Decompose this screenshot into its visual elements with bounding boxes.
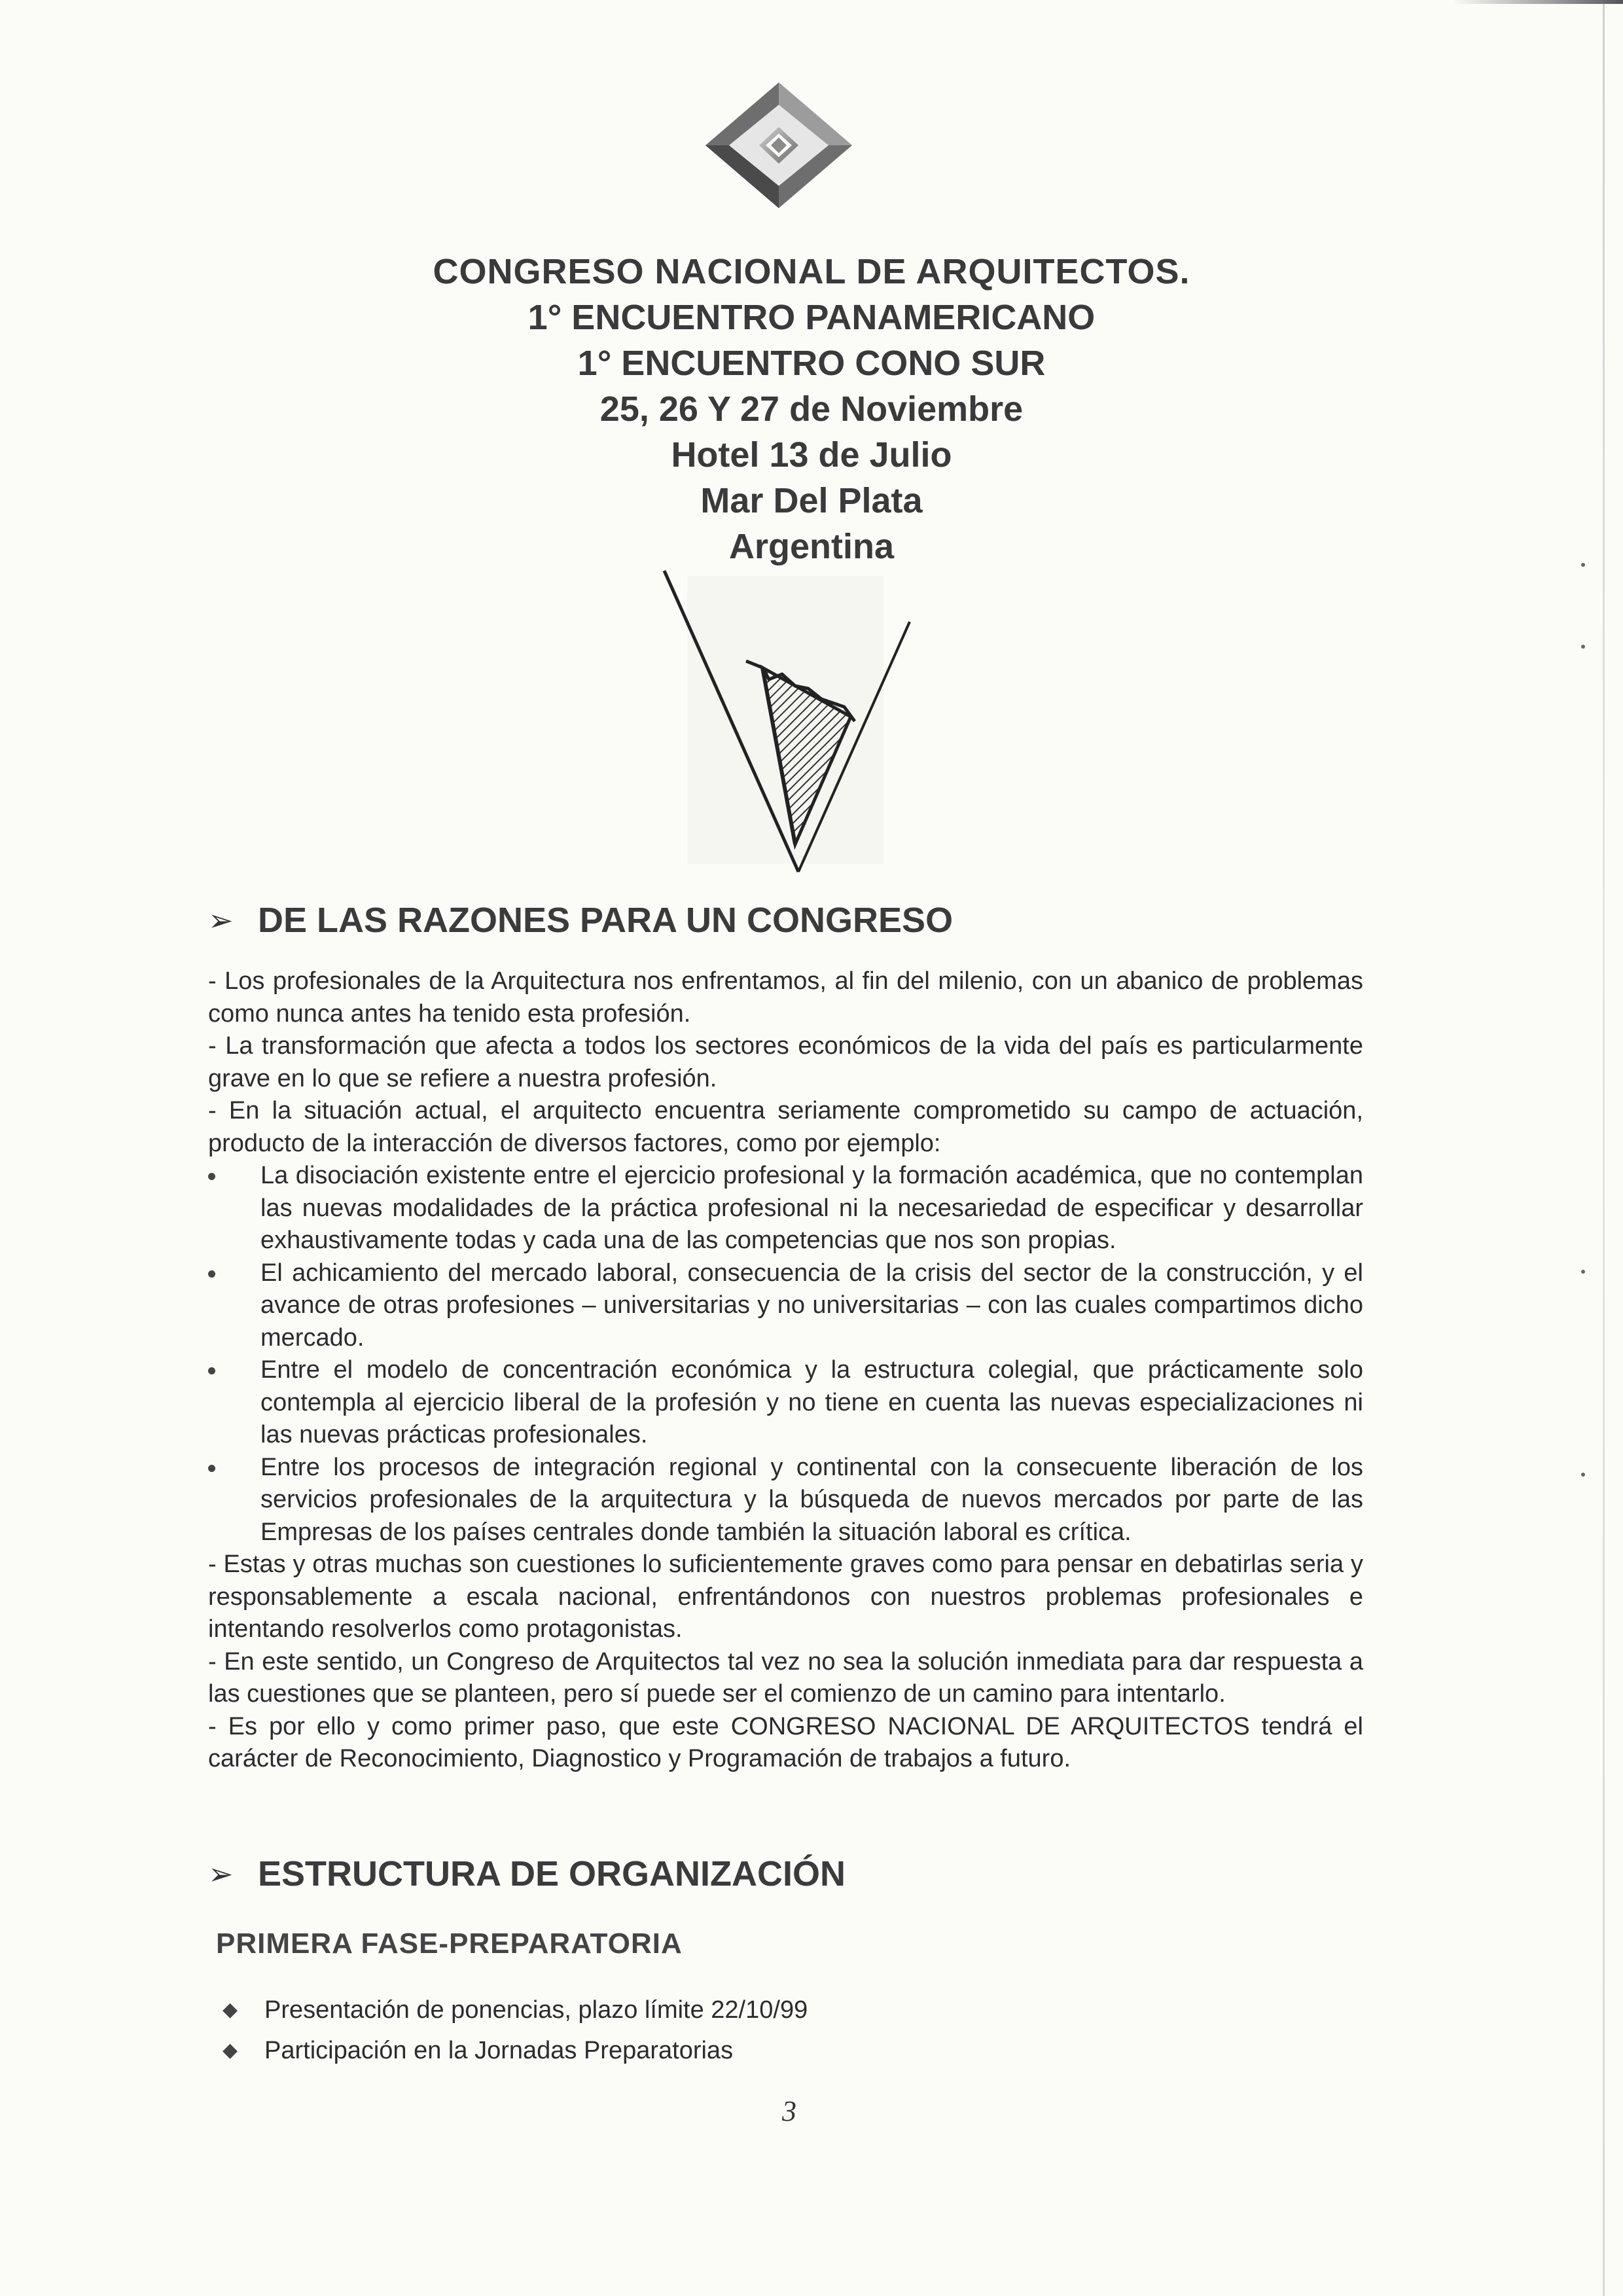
list-item <box>208 1452 1363 1549</box>
filled-circle-icon <box>208 1465 215 1472</box>
list-item <box>208 1160 1363 1257</box>
section-title-estructura: ESTRUCTURA DE ORGANIZACIÓN <box>258 1854 846 1893</box>
arrowhead-icon: ➢ <box>208 1857 234 1891</box>
razones-body <box>208 965 1363 1776</box>
list-item <box>208 1354 1363 1452</box>
arrowhead-icon: ➢ <box>208 903 234 937</box>
diamond-bullet-icon: ◆ <box>223 2039 238 2061</box>
paragraph: - Es por ello y como primer paso, que este CONGRESO NACIONAL DE ARQUITECTOS tendrá el carácter de Reconocimiento, Diagnostico y Programación de trabajos a futuro. <box>208 1712 1363 1772</box>
list-item-text: La disociación existente entre el ejercicio profesional y la formación académica, que no contemplan las nuevas modalidades de la práctica profesional ni la necesariedad de especificar y desarrollar exhaustivamente todas y cada una de las competencias que nos son propias. <box>260 1162 1363 1254</box>
list-item-text: Participación en la Jornadas Preparatorias <box>264 2037 734 2064</box>
section-title-razones: DE LAS RAZONES PARA UN CONGRESO <box>258 901 954 940</box>
scan-speck <box>1581 1473 1585 1477</box>
scan-speck <box>1581 1270 1585 1274</box>
diamond-logo-icon <box>700 77 857 215</box>
scan-speck <box>1581 645 1585 649</box>
header-line-country: Argentina <box>728 527 895 566</box>
paragraph: - La transformación que afecta a todos los sectores económicos de la vida del país es particularmente grave en lo que se refiere a nuestra profesión. <box>208 1032 1363 1092</box>
congress-header <box>0 249 1623 569</box>
list-item-text: Entre los procesos de integración regional y continental con la consecuente liberación de los servicios profesionales de la arquitectura y la búsqueda de nuevos mercados por parte de las Empresas de los países centrales donde también la situación laboral es crítica. <box>260 1453 1363 1546</box>
paragraph: - Los profesionales de la Arquitectura nos enfrentamos, al fin del milenio, con un abanico de problemas como nunca antes ha tenido esta profesión. <box>208 967 1363 1028</box>
page-number: 3 <box>782 2095 796 2127</box>
header-line-panamericano: 1° ENCUENTRO PANAMERICANO <box>527 298 1096 337</box>
header-line-cono-sur: 1° ENCUENTRO CONO SUR <box>577 344 1046 383</box>
section-heading-estructura <box>208 1854 846 1894</box>
header-title: CONGRESO NACIONAL DE ARQUITECTOS. <box>433 252 1190 291</box>
list-item-text: Presentación de ponencias, plazo límite 22/10/99 <box>264 1996 808 2024</box>
scan-smudge <box>1453 0 1623 4</box>
subheading-primera-fase: PRIMERA FASE-PREPARATORIA <box>216 1928 683 1960</box>
paragraph: - Estas y otras muchas son cuestiones lo suficientemente graves como para pensar en debatirlas seria y responsablemente a escala nacional, enfrentándonos con nuestros problemas profesionales e intentando resolverlos como protagonistas. <box>208 1551 1363 1643</box>
header-line-city: Mar Del Plata <box>700 481 923 520</box>
diamond-bullet-icon: ◆ <box>223 1999 238 2020</box>
header-line-dates: 25, 26 Y 27 de Noviembre <box>599 389 1024 429</box>
preparatory-list <box>223 1990 808 2071</box>
filled-circle-icon <box>208 1367 215 1374</box>
header-line-venue: Hotel 13 de Julio <box>671 435 952 475</box>
list-item-text: Entre el modelo de concentración económica y la estructura colegial, que prácticamente solo contempla al ejercicio liberal de la profesión y no tiene en cuenta las nuevas especializaciones ni las nuevas prácticas profesionales. <box>260 1356 1363 1448</box>
paragraph: - En este sentido, un Congreso de Arquitectos tal vez no sea la solución inmediata para dar respuesta a las cuestiones que se planteen, pero sí puede ser el comienzo de un camino para intentarlo. <box>208 1647 1363 1708</box>
list-item-text: El achicamiento del mercado laboral, consecuencia de la crisis del sector de la construcción, y el avance de otras profesiones – universitarias y no universitarias – con las cuales compartimos dicho mercado. <box>260 1259 1363 1352</box>
filled-circle-icon <box>208 1173 215 1180</box>
list-item <box>208 1257 1363 1355</box>
list-item <box>223 2030 808 2071</box>
list-item <box>223 1990 808 2030</box>
filled-circle-icon <box>208 1270 215 1278</box>
section-heading-razones <box>208 900 953 941</box>
v-sketch-logo-icon <box>648 569 923 884</box>
paragraph: - En la situación actual, el arquitecto encuentra seriamente comprometido su campo de actuación, producto de la interacción de diversos factores, como por ejemplo: <box>208 1097 1363 1157</box>
